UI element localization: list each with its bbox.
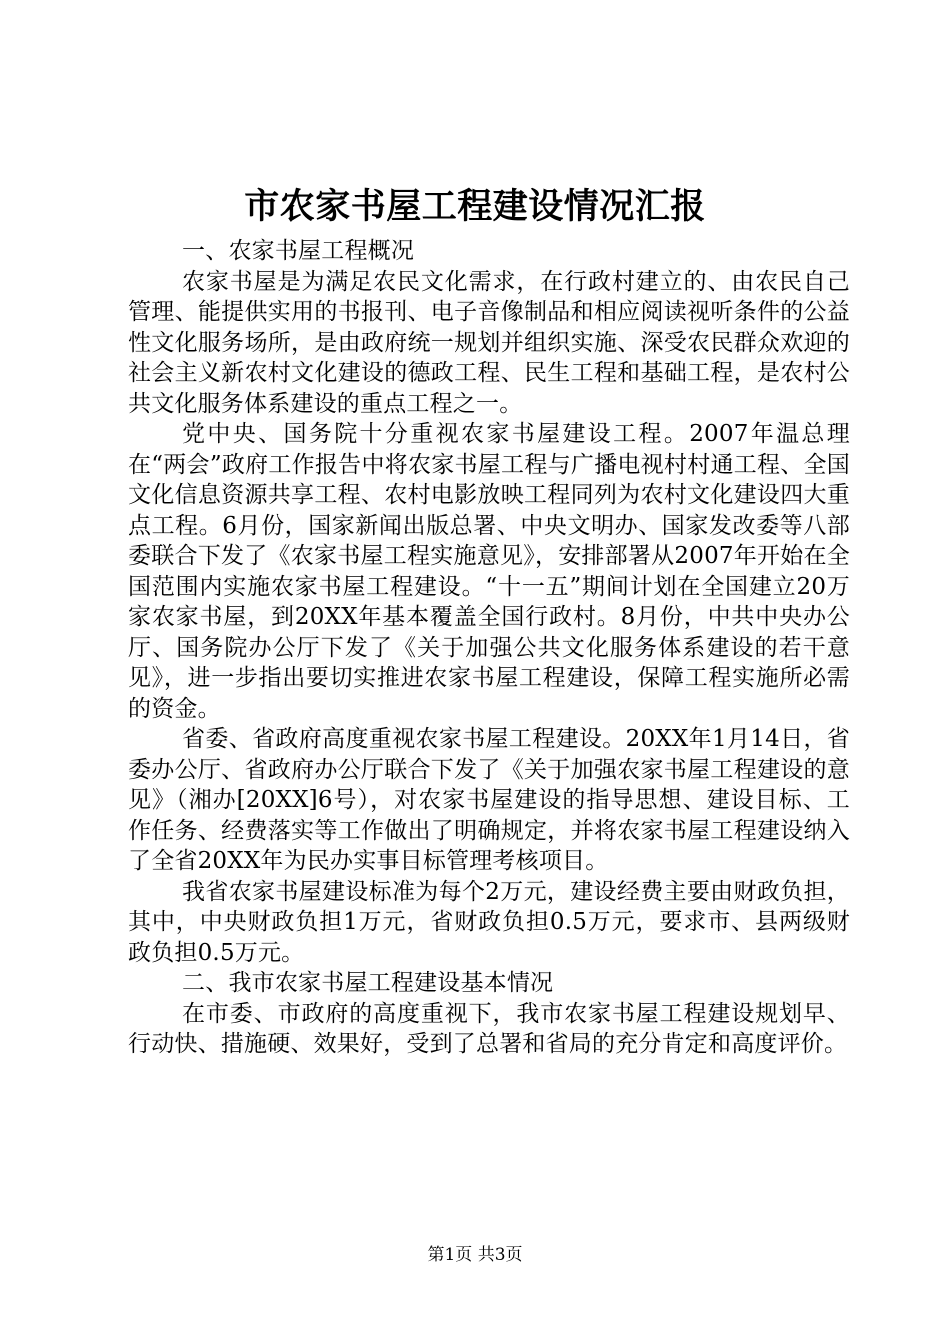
section-heading-overview: 一、农家书屋工程概况 xyxy=(182,238,415,264)
paragraph: 党中央、国务院十分重视农家书屋建设工程。2007年温总理在“两会”政府工作报告中将农家书屋工程与广播电视村村通工程、全国文化信息资源共享工程、农村电影放映工程同列为农村文化建设四大重点工程。6月份，国家新闻出版总署、中央文明办、国家发改委等八部委联合下发了《农家书屋工程实施意见》，安排部署从2007年开始在全国范围内实施农家书屋工程建设。“十一五”期间计划在全国建立20万家农家书屋，到20XX年基本覆盖全国行政村。8月份，中共中央办公厅、国务院办公厅下发了《关于加强公共文化服务体系建设的若干意见》，进一步指出要切实推进农家书屋工程建设，保障工程实施所必需的资金。 xyxy=(128,421,850,722)
section-heading-city-status: 二、我市农家书屋工程建设基本情况 xyxy=(182,970,554,996)
page-number-footer: 第1页 共3页 xyxy=(427,1245,523,1265)
paragraph: 在市委、市政府的高度重视下，我市农家书屋工程建设规划早、行动快、措施硬、效果好，受到了总署和省局的充分肯定和高度评价。 xyxy=(128,1000,850,1057)
paragraph: 省委、省政府高度重视农家书屋工程建设。20XX年1月14日，省委办公厅、省政府办公厅联合下发了《关于加强农家书屋工程建设的意见》（湘办[20XX]6号），对农家书屋建设的指导思想、建设目标、工作任务、经费落实等工作做出了明确规定，并将农家书屋工程建设纳入了全省20XX年为民办实事目标管理考核项目。 xyxy=(128,726,850,874)
document-body xyxy=(128,236,850,1060)
document-title: 市农家书屋工程建设情况汇报 xyxy=(244,186,706,227)
paragraph: 农家书屋是为满足农民文化需求，在行政村建立的、由农民自己管理、能提供实用的书报刊、电子音像制品和相应阅读视听条件的公益性文化服务场所，是由政府统一规划并组织实施、深受农民群众欢迎的社会主义新农村文化建设的德政工程、民生工程和基础工程，是农村公共文化服务体系建设的重点工程之一。 xyxy=(128,268,850,417)
paragraph: 我省农家书屋建设标准为每个2万元，建设经费主要由财政负担，其中，中央财政负担1万元，省财政负担0.5万元，要求市、县两级财政负担0.5万元。 xyxy=(128,878,850,966)
